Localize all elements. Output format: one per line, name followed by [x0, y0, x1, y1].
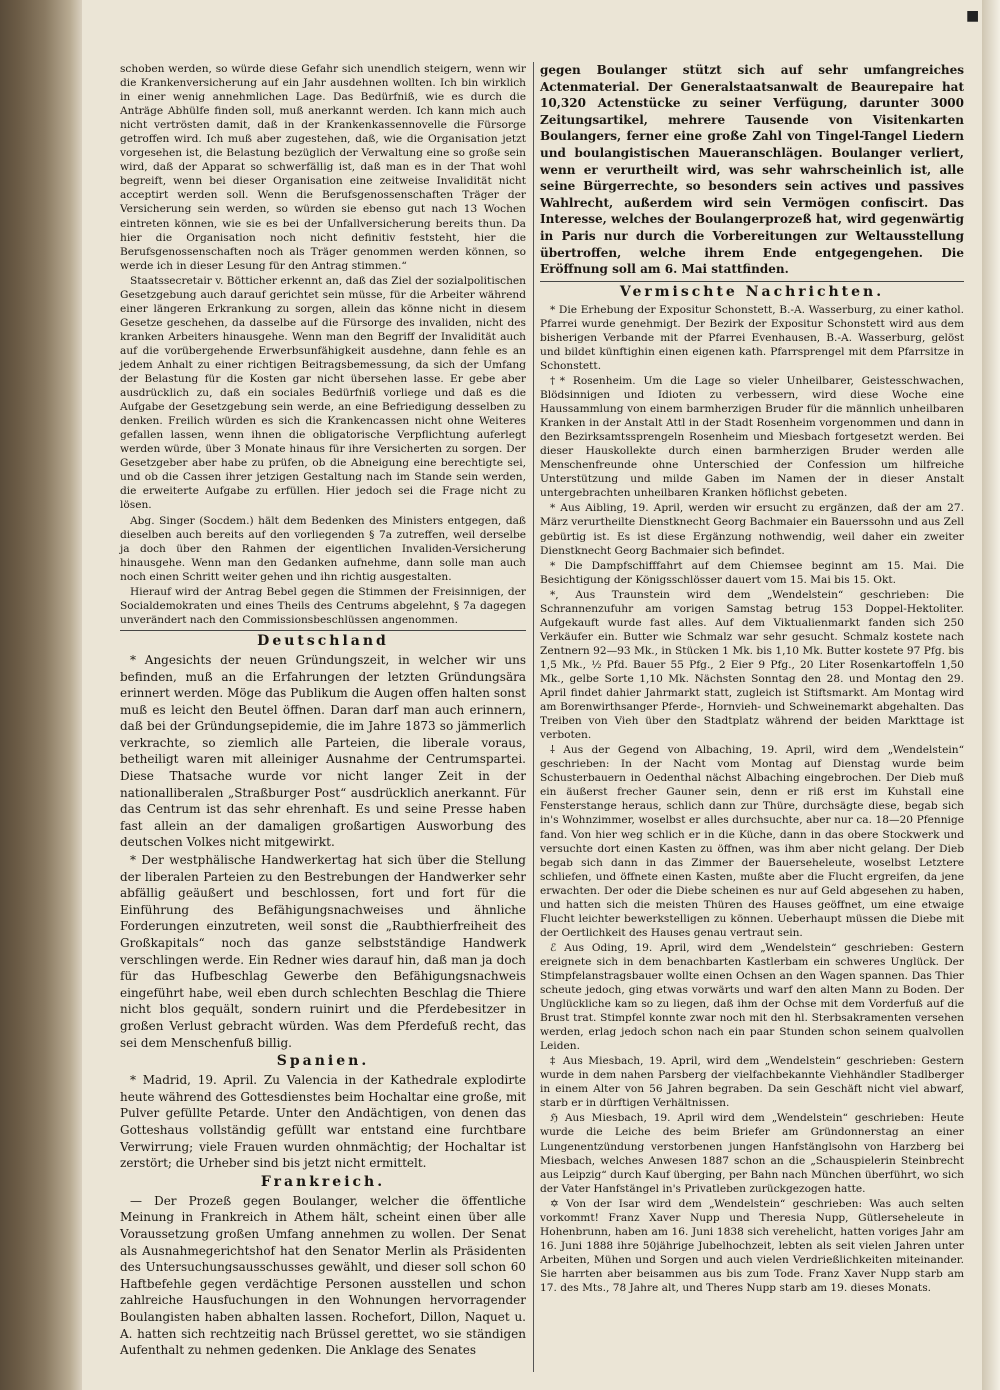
- news-item: ℌ Aus Miesbach, 19. April wird dem „Wendelstein“ geschrieben: Heute wurde die Leiche des beim Briefer am Gründonnerstag an einer Lungenentzündung verstorbenen jungen Hanfstänglsohn von Harzberg bei Miesbach, welches Anwesen 1887 schon an die „Schauspielerin Steinbrecht aus Leipzig“ durch Kauf überging, per Bahn nach München überführt, wo sich der Vater Hanfstängel in's Privatleben zurückgezogen hatte.: [540, 1112, 964, 1195]
- news-item: ‡ Aus Miesbach, 19. April, wird dem „Wendelstein“ geschrieben: Gestern wurde in dem nahen Parsberg der vielfachbekannte Viehhändler Stadlberger in einem Alter von 56 Jahren begraben. Da sein Geschäft nicht viel abwarf, starb er in dürftigen Verhältnissen.: [540, 1055, 964, 1110]
- article-paragraph: * Madrid, 19. April. Zu Valencia in der Kathedrale explodirte heute während des Gottesdienstes beim Hochaltar eine große, mit Pulver gefüllte Petarde. Unter den Andächtigen, von denen das Gotteshaus vollständig gefüllt war entstand eine furchtbare Verwirrung; viele Frauen wurden ohnmächtig; der Hochaltar ist zerstört; die Urheber sind bis jetzt nicht ermittelt.: [120, 1073, 526, 1171]
- news-item: ✡ Von der Isar wird dem „Wendelstein“ geschrieben: Was auch selten vorkommt! Franz Xaver Nupp und Theresia Nupp, Gütlerseheleute in Hohenbrunn, haben am 16. Juni 1838 sich verehelicht, hatten voriges Jahr am 16. Juni 1888 ihre 50jährige Jubelhochzeit, lebten als seit vielen Jahren unter Arbeiten, Mühen und Sorgen und auch vielen Verdrießlichkeiten miteinander. Sie harrten aber beisammen aus bis zum Tode. Franz Xaver Nupp starb am 17. des Mts., 78 Jahre alt, und Theres Nupp starb am 19. dieses Monats.: [540, 1197, 964, 1294]
- news-item: †* Rosenheim. Um die Lage so vieler Unheilbarer, Geistesschwachen, Blödsinnigen und Idioten zu verbessern, wird diese Woche eine Haussammlung von einem barmherzigen Bruder für die männlich unheilbaren Kranken in der Anstalt Attl in der Stadt Rosenheim vorgenommen und dann in den Bezirksamtssprengeln Rosenheim und Miesbach fortgesetzt werden. Bei dieser Hauskollekte durch einen barmherzigen Bruder werden alle Menschenfreunde ohne Unterschied der Confession um hilfreiche Unterstützung und milde Gaben im Namen der in dieser Anstalt untergebrachten unheilbaren Kranken höflichst gebeten.: [540, 375, 964, 500]
- article-paragraph: Staatssecretair v. Bötticher erkennt an, daß das Ziel der sozialpolitischen Gesetzgebung auch darauf gerichtet sein müsse, für die Arbeiter während einer längeren Erkrankung zu sorgen, allein das könne nicht in diesem Gesetze geschehen, da dasselbe auf die Fürsorge des invaliden, nicht des kranken Arbeiters hinausgehe. Wenn man den Begriff der Invalidität auch auf die vorübergehende Erwerbsunfähigkeit ausdehne, dann fehle es an jedem Anhalt zu einer richtigen Beitragsbemessung, da sich der Umfang der Belastung für die Kosten gar nicht übersehen lasse. Er gebe aber ausdrücklich zu, daß ein sociales Bedürfniß vorliege und daß es die Aufgabe der Gesetzgebung sein werde, an eine Befriedigung desselben zu denken. Freilich würden es sich die Krankencassen nicht ohne Weiteres gefallen lassen, wenn ihnen die obligatorische Verpflichtung auferlegt werden würde, über 3 Monate hinaus für ihre Versicherten zu sorgen. Der Gesetzgeber aber habe zu prüfen, ob die Abneigung eine berechtigte sei, und ob die Cassen ihrer jetzigen Gestaltung nach im Stande sein werden, die erweiterte Aufgabe zu erfüllen. Hier jedoch sei die Frage nicht zu lösen.: [120, 274, 526, 512]
- article-paragraph: Hierauf wird der Antrag Bebel gegen die Stimmen der Freisinnigen, der Socialdemokraten und eines Theils des Centrums abgelehnt, § 7a dagegen unverändert nach den Commissionsbeschlüssen angenommen.: [120, 585, 526, 626]
- article-paragraph: gegen Boulanger stützt sich auf sehr umfangreiches Actenmaterial. Der Generalstaatsanwalt de Beaurepaire hat 10,320 Actenstücke zu seiner Verfügung, darunter 3000 Zeitungsartikel, mehrere Tausende von Visitenkarten Boulangers, ferner eine große Zahl von Tingel-Tangel Liedern und boulangistischen Maueranschlägen. Boulanger verliert, wenn er verurtheilt wird, was sehr wahrscheinlich ist, alle seine Bürgerrechte, so besonders sein actives und passives Wahlrecht, außerdem wird sein Vermögen confiscirt. Das Interesse, welches der Boulangerprozeß hat, wird gegenwärtig in Paris nur durch die Vorbereitungen zur Weltausstellung übertroffen, welche ihrem Ende entgegengehen. Die Eröffnung soll am 6. Mai stattfinden.: [540, 63, 964, 277]
- page-marker: ■: [966, 8, 980, 24]
- article-paragraph: * Der westphälische Handwerkertag hat sich über die Stellung der liberalen Parteien zu den Bestrebungen der Handwerker sehr abfällig geäußert und beschlossen, fort und fort für die Einführung des Befähigungsnachweises und ähnliche Forderungen einzutreten, weil sonst die „Raubthierfreiheit des Großkapitals“ noch das ganze selbstständige Handwerk verschlingen werde. Ein Redner wies darauf hin, daß man ja doch für das Hufbeschlag Gewerbe den Befähigungsnachweis eingeführt habe, weil eben durch schlechten Beschlag die Thiere nicht blos gequält, sondern ruinirt und die Pferdebesitzer in großen Verlust gebracht würden. Was dem Pferdefuß recht, das sei dem Menschenfuß billig.: [120, 853, 526, 1050]
- article-paragraph: * Angesichts der neuen Gründungszeit, in welcher wir uns befinden, muß an die Erfahrungen der letzten Gründungsära erinnert werden. Möge das Publikum die Augen offen halten sonst muß es leicht den Beutel öffnen. Daran darf man auch erinnern, daß bei der Gründungsepidemie, die im Jahre 1873 so jämmerlich verkrachte, so ziemlich alle Parteien, die liberale voraus, betheiligt waren mit alleiniger Ausnahme der Centrumspartei. Diese Thatsache wurde vor nicht langer Zeit in der nationalliberalen „Straßburger Post“ ausdrücklich anerkannt. Für das Centrum ist das sehr ehrenhaft. Es und seine Presse haben fast allein an der damaligen großartigen Ausworbung des deutschen Volkes nicht mitgewirkt.: [120, 652, 526, 850]
- page-edge: [982, 0, 1000, 1390]
- news-item: ℰ Aus Oding, 19. April, wird dem „Wendelstein“ geschrieben: Gestern ereignete sich in dem benachbarten Kastlerbam ein schweres Unglück. Der Stimpfelanstragsbauer wollte einen Ochsen an den Wagen spannen. Das Thier scheute jedoch, ging etwas vorwärts und warf den alten Mann zu Boden. Der Unglückliche kam so zu liegen, daß ihm der Ochse mit dem Vorderfuß auf die Brust trat. Stimpfel konnte zwar noch mit den hl. Sterbsakramenten versehen werden, erlag jedoch schon nach ein paar Stunden schon seinem qualvollen Leiden.: [540, 941, 964, 1053]
- section-divider: [120, 630, 526, 631]
- section-heading-france: Frankreich.: [260, 1173, 386, 1190]
- column-rule: [533, 62, 534, 1372]
- left-column: [120, 62, 526, 1360]
- right-column: [540, 62, 964, 1296]
- article-paragraph: Abg. Singer (Socdem.) hält dem Bedenken des Ministers entgegen, daß dieselben auch bereits auf den vorliegenden § 7a zutreffen, weil derselbe ja doch über den Rahmen der eigentlichen Invaliden-Versicherung hinausgehe. Wenn man den Gedanken aufnehme, dann solle man auch noch einen Schritt weiter gehen und ihn richtig ausgestalten.: [120, 514, 526, 583]
- news-item: * Die Erhebung der Expositur Schonstett, B.-A. Wasserburg, zu einer kathol. Pfarrei wurde genehmigt. Der Bezirk der Expositur Schonstett wird aus dem bisherigen Verbande mit der Pfarrei Evenhausen, B.-A. Wasserburg, gelöst und bildet künftighin einen eigenen kath. Pfarrsprengel mit dem Pfarrsitze in Schonstett.: [540, 303, 964, 372]
- news-item: * Aus Aibling, 19. April, werden wir ersucht zu ergänzen, daß der am 27. März verurtheilte Dienstknecht Georg Bachmaier ein Bauerssohn und aus Zell gebürtig ist. Es ist diese Ergänzung nothwendig, weil daher ein zweiter Dienstknecht Georg Bachmaier sich befindet.: [540, 502, 964, 557]
- section-divider: [540, 281, 964, 282]
- section-heading-misc: Vermischte Nachrichten.: [619, 283, 885, 300]
- book-binding: [0, 0, 82, 1390]
- news-item: * Die Dampfschifffahrt auf dem Chiemsee beginnt am 15. Mai. Die Besichtigung der Königsschlösser dauert vom 15. Mai bis 15. Okt.: [540, 559, 964, 586]
- article-paragraph: schoben werden, so würde diese Gefahr sich unendlich steigern, wenn wir die Krankenversicherung auf ein Jahr ausdehnen wollten. Ich bin wirklich in einer wenig annehmlichen Lage. Das Bedürfniß, wie es durch die Anträge Abhülfe finden soll, muß anerkannt werden. Ich kann mich auch nicht vertrösten damit, daß in der Krankenkassennovelle die Fürsorge getroffen wird. Ich muß aber zugestehen, daß, wie die Organisation jetzt vorgesehen ist, die Belastung bezüglich der Verwaltung eine so große sein wird, daß der Apparat so schwerfällig ist, daß man es in der That wohl begreift, wenn bei dieser Organisation eine zeitweise Invalidität nicht acceptirt werden soll. Wenn die Berufsgenossenschaften Träger der Versicherung sein werden, so würden sie ebenso gut nach 13 Wochen eintreten können, wie sie es bei der Unfallversicherung bereits thun. Da hier die Organisation noch nicht definitiv feststeht, hier die Berufsgenossenschaften noch als Träger genommen werden können, so werde ich in dieser Lesung für den Antrag stimmen.“: [120, 63, 526, 272]
- news-item: *, Aus Traunstein wird dem „Wendelstein“ geschrieben: Die Schrannenzufuhr am vorigen Samstag betrug 153 Doppel-Hektoliter. Aufgekauft wurde fast alles. Auf dem Viktualienmarkt fanden sich 250 Verkäufer ein. Butter wie Schmalz war sehr gesucht. Schmalz kostete nach Zentnern 92—93 Mk., in Stücken 1 Mk. bis 1,10 Mk. Butter kostete 97 Pfg. bis 1,5 Mk., ½ Pfd. Bauer 55 Pfg., 2 Eier 9 Pfg., 20 Liter Rosenkartoffeln 1,50 Mk., gelbe Sorte 1,10 Mk. Nächsten Sonntag den 28. und Montag den 29. April findet dahier Jahrmarkt statt, zugleich ist Stiftsmarkt. Am Montag wird am Borenwirthsanger Pferde-, Hornvieh- und Schweinemarkt abgehalten. Das Treiben von Vieh über den Stadtplatz während der beiden Markttage ist verboten.: [540, 588, 964, 742]
- section-heading-germany: Deutschland: [257, 632, 389, 649]
- section-heading-spain: Spanien.: [276, 1053, 370, 1070]
- article-paragraph: — Der Prozeß gegen Boulanger, welcher die öffentliche Meinung in Frankreich in Athem hält, scheint einen über alle Voraussetzung großen Umfang annehmen zu wollen. Der Senat als Ausnahmegerichtshof hat den Senator Merlin als Präsidenten des Untersuchungsausschusses gewählt, und dieser soll schon 60 Haftbefehle gegen verdächtige Personen ausstellen und schon zahlreiche Hausfuchungen in den Wohnungen hervorragender Boulangisten haben abhalten lassen. Rochefort, Dillon, Naquet u. A. hatten sich rechtzeitig nach Brüssel gerettet, wo sie ständigen Aufenthalt zu nehmen gedenken. Die Anklage des Senates: [120, 1193, 526, 1358]
- news-item: ⸸ Aus der Gegend von Albaching, 19. April, wird dem „Wendelstein“ geschrieben: In der Nacht vom Montag auf Dienstag wurde beim Schusterbauern in Oedenthal nächst Albaching eingebrochen. Der Dieb muß ein äußerst frecher Gauner sein, denn er riß erst im Kuhstall eine Fensterstange heraus, schlich dann zur Thüre, durchsägte diese, begab sich in's Wohnzimmer, woselbst er alles durchsuchte, aber nur ca. 18—20 Pfennige fand. Von hier weg schlich er in die Küche, dann in das obere Stockwerk und versuchte dort einen Kasten zu öffnen, was ihm aber nicht gelang. Der Dieb begab sich dann in das Zimmer der Bauerseheleute, woselbst Letztere schliefen, und öffnete einen Kasten, mußte aber die Flucht ergreifen, da jene erwachten. Der oder die Diebe scheinen es nur auf Geld abgesehen zu haben, und hatten sich die meisten Thüren des Hauses geöffnet, um eine etwaige Flucht leichter bewerkstelligen zu können. Ueberhaupt müssen die Diebe mit der Oertlichkeit des Hauses genau vertraut sein.: [540, 744, 964, 939]
